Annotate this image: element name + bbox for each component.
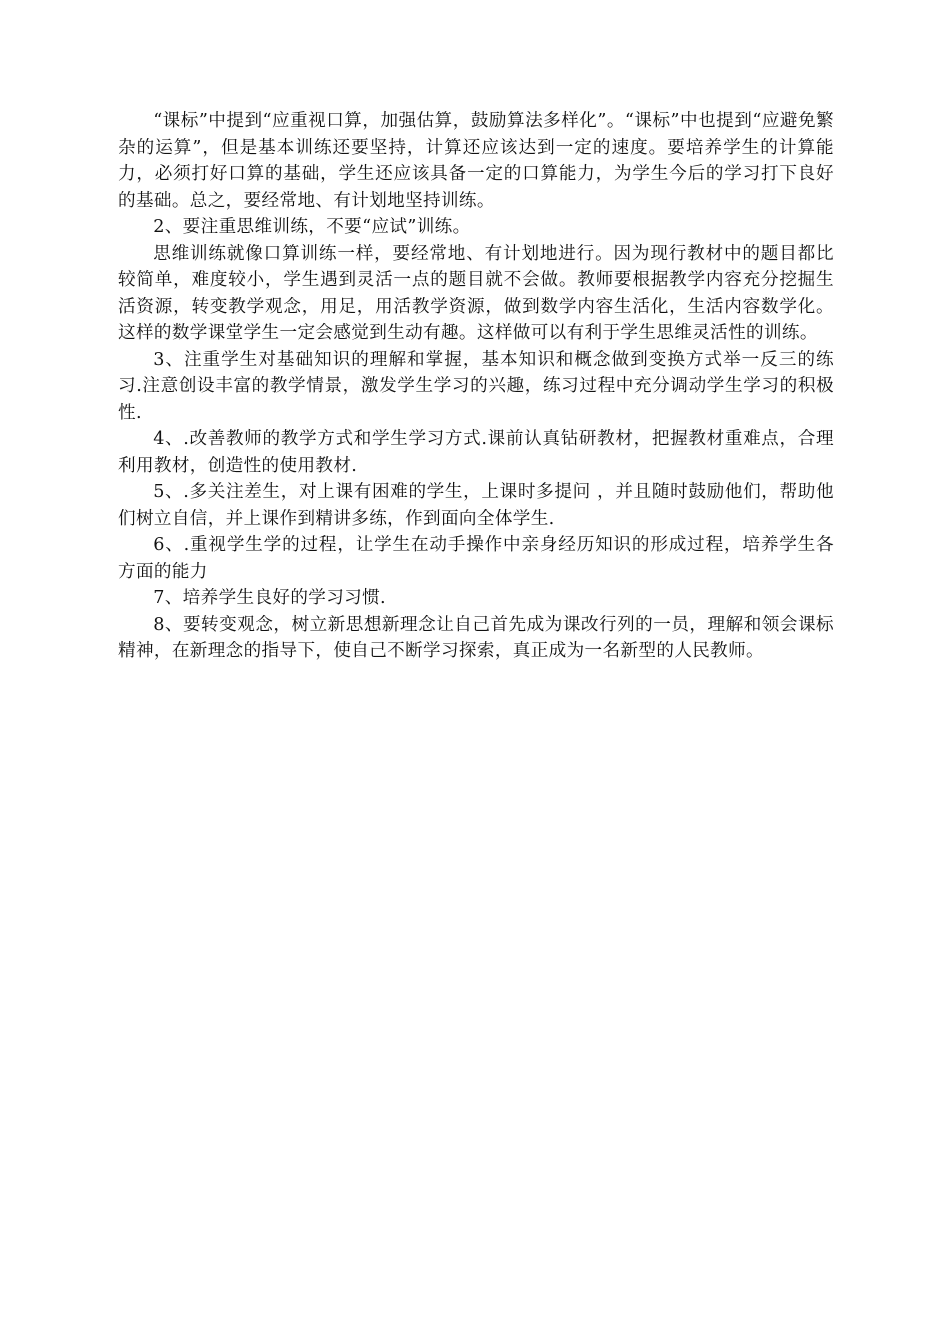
document-body <box>118 108 834 665</box>
paragraph-item-6: 6、.重视学生学的过程，让学生在动手操作中亲身经历知识的形成过程，培养学生各方面的能力 <box>118 535 834 582</box>
paragraph-item-5: 5、.多关注差生，对上课有困难的学生，上课时多提问 ，并且随时鼓励他们，帮助他们树立自信，并上课作到精讲多练，作到面向全体学生. <box>118 482 834 529</box>
paragraph-thinking-training: 思维训练就像口算训练一样，要经常地、有计划地进行。因为现行教材中的题目都比较简单，难度较小，学生遇到灵活一点的题目就不会做。教师要根据教学内容充分挖掘生活资源，转变教学观念，用足，用活教学资源，做到数学内容生活化，生活内容数学化。这样的数学课堂学生一定会感觉到生动有趣。这样做可以有利于学生思维灵活性的训练。 <box>118 243 834 343</box>
paragraph-item-8: 8、要转变观念，树立新思想新理念让自己首先成为课改行列的一员，理解和领会课标精神，在新理念的指导下，使自己不断学习探索，真正成为一名新型的人民教师。 <box>118 614 834 661</box>
paragraph-item-3: 3、注重学生对基础知识的理解和掌握，基本知识和概念做到变换方式举一反三的练习.注意创设丰富的教学情景，激发学生学习的兴趣，练习过程中充分调动学生学习的积极性. <box>118 349 834 423</box>
paragraph-item-2-heading: 2、要注重思维训练，不要“应试”训练。 <box>153 217 471 237</box>
paragraph-calculation-training: “课标”中提到“应重视口算，加强估算，鼓励算法多样化”。“课标”中也提到“应避免繁杂的运算”，但是基本训练还要坚持，计算还应该达到一定的速度。要培养学生的计算能力，必须打好口算的基础，学生还应该具备一定的口算能力，为学生今后的学习打下良好的基础。总之，要经常地、有计划地坚持训练。 <box>118 111 834 211</box>
paragraph-item-7: 7、培养学生良好的学习习惯. <box>153 588 386 608</box>
paragraph-item-4: 4、.改善教师的教学方式和学生学习方式.课前认真钻研教材，把握教材重难点，合理利用教材，创造性的使用教材. <box>118 429 834 476</box>
